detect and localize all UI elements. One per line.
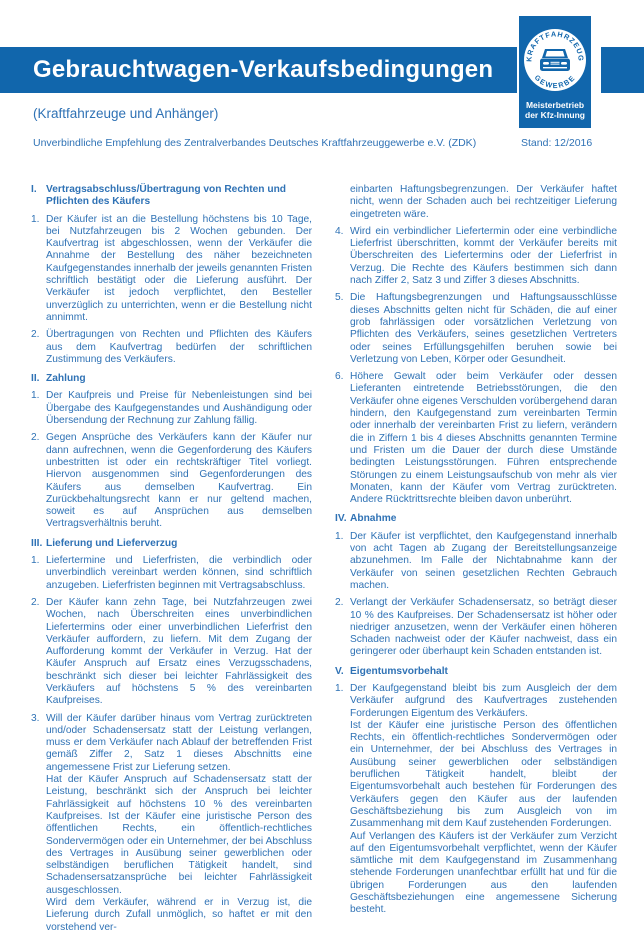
title-banner	[0, 47, 517, 93]
section-heading	[335, 666, 617, 678]
numbered-item	[335, 371, 617, 506]
paragraph-text: Die Haftungsbegrenzungen und Haftungsausschlüsse dieses Abschnitts gelten nicht für Schäden, die auf einer grob fahrlässigen oder vorsätzlichen Verletzung von Pflichten des Verkäufers, seines gesetzlichen Vertreters oder seines Erfüllungsgehilfen beruhen sowie bei Verletzung von Leben, Körper oder Gesundheit.	[350, 292, 617, 365]
section-heading	[31, 373, 312, 385]
item-number: I.	[31, 184, 37, 195]
page-title: Gebrauchtwagen-Verkaufsbedingungen	[33, 56, 494, 83]
paragraph-text: Lieferung und Lieferverzug	[46, 537, 178, 549]
item-number: 6.	[335, 371, 344, 383]
right-column	[335, 184, 617, 939]
paragraph-text: Der Kaufpreis und Preise für Nebenleistungen sind bei Übergabe des Kaufgegenstandes und Aushändigung oder Übersendung der Rechnung zur Zahlung fällig.	[46, 390, 312, 427]
section-heading	[31, 538, 312, 550]
paragraph-text: Will der Käufer darüber hinaus vom Vertrag zurücktreten und/oder Schadensersatz statt der Leistung verlangen, muss er dem Verkäufer nach Ablauf der betreffenden Frist gemäß Ziffer 2, Satz 1 dieses Abschnitts eine angemessene Frist zur Lieferung setzen.	[46, 712, 312, 773]
paragraph-text: Zahlung	[46, 373, 86, 385]
paragraph-text: Wird dem Verkäufer, während er in Verzug ist, die Lieferung durch Zufall unmöglich, so haftet er mit den vorstehend ver-	[46, 897, 312, 933]
paragraph-text: Auf Verlangen des Käufers ist der Verkäufer zum Verzicht auf den Eigentumsvorbehalt verpflichtet, wenn der Käufer sämtliche mit dem Kaufgegenstand im Zusammenhang stehende Forderungen unanfechtbar erfüllt hat und für die übrigen Forderungen aus den laufenden Geschäftsbeziehungen eine angemessene Sicherung besteht.	[350, 830, 617, 916]
numbered-item	[31, 597, 312, 708]
numbered-item	[335, 292, 617, 366]
info-row	[33, 137, 613, 149]
recommendation-line: Unverbindliche Empfehlung des Zentralverbandes Deutsches Kraftfahrzeuggewerbe e.V. (ZDK)	[33, 137, 477, 149]
item-number: 1.	[335, 682, 344, 694]
paragraph-text: Hat der Käufer Anspruch auf Schadensersatz statt der Leistung, beschränkt sich der Anspruch bei leichter Fahrlässigkeit auf höchstens 10 % des vereinbarten Kaufpreises. Ist der Käufer eine juristische Person des öffentlichen Rechts, ein öffentlich-rechtliches Sondervermögen oder ein Unternehmer, der bei Abschluss des Vertrages in Ausübung seiner gewerblichen oder selbständigen beruflichen Tätigkeit handelt, sind Schadensersatzansprüche bei leichter Fahrlässigkeit ausgeschlossen.	[46, 774, 312, 896]
document-subtitle: (Kraftfahrzeuge und Anhänger)	[33, 106, 219, 121]
paragraph-text: Ist der Käufer eine juristische Person des öffentlichen Rechts, ein öffentlich-rechtliches Sondervermögen oder ein Unternehmer, der bei Abschluss des Vertrages in Ausübung seiner gewerblichen oder selbständigen beruflichen Tätigkeit handelt, bleibt der Eigentumsvorbehalt auch bestehen für Forderungen des Verkäufers gegen den Käufer aus der laufenden Geschäftsbeziehung bis zum Ausgleich von im Zusammenhang mit dem Kauf zustehenden Forderungen.	[350, 719, 617, 830]
paragraph-text: Abnahme	[350, 513, 397, 525]
numbered-item	[335, 226, 617, 287]
paragraph-text: Höhere Gewalt oder beim Verkäufer oder dessen Lieferanten eintretende Betriebsstörungen, die den Verkäufer ohne eigenes Verschulden vorübergehend daran hindern, den Kaufgegenstand zum vereinbarten Termin oder innerhalb der vereinbarten Frist zu liefern, verändern die in Ziffern 1 bis 4 dieses Abschnitts genannten Termine und Fristen um die Dauer der durch diese Umstände bedingten Leistungsstörungen. Führen entsprechende Störungen zu einem Leistungsaufschub von mehr als vier Monaten, kann der Käufer vom Vertrag zurücktreten. Andere Rücktrittsrechte bleiben davon unberührt.	[350, 371, 617, 506]
left-column	[31, 184, 312, 939]
item-number: 5.	[335, 292, 344, 304]
kfz-gewerbe-seal	[519, 16, 591, 128]
seal-caption-line1: Meisterbetrieb	[525, 100, 585, 110]
item-number: V.	[335, 665, 344, 677]
paragraph-text: Übertragungen von Rechten und Pflichten des Käufers aus dem Kaufvertrag bedürfen der schriftlichen Zustimmung des Verkäufers.	[46, 329, 312, 365]
paragraph-text: Liefertermine und Lieferfristen, die verbindlich oder unverbindlich vereinbart werden können, sind schriftlich anzugeben. Lieferfristen beginnen mit Vertragsabschluss.	[46, 555, 312, 591]
seal-arc-bottom-text: GEWERBE	[532, 72, 578, 91]
banner-right-stub	[601, 47, 644, 93]
item-number: 1.	[335, 530, 344, 542]
paragraph-text: Der Kaufgegenstand bleibt bis zum Ausgleich der dem Verkäufer aufgrund des Kaufvertrages zustehenden Forderungen Eigentum des Verkäufers.	[350, 682, 617, 719]
seal-graphic	[519, 16, 591, 100]
seal-arc-top-text: KRAFTFAHRZEUG	[524, 29, 586, 63]
paragraph-text: Eigentumsvorbehalt	[350, 665, 448, 677]
numbered-item	[31, 555, 312, 592]
paragraph-text: Gegen Ansprüche des Verkäufers kann der Käufer nur dann aufrechnen, wenn die Gegenforderung des Käufers unbestritten ist oder ein rechtskräftiger Titel vorliegt. Hiervon ausgenommen sind Gegenforderungen des Käufers aus demselben Kaufvertrag. Ein Zurückbehaltungsrecht kann er nur geltend machen, soweit es auf Ansprüchen aus demselben Vertragsverhältnis beruht.	[46, 432, 312, 530]
item-number: 2.	[31, 329, 40, 341]
item-number: 3.	[31, 712, 40, 724]
numbered-item	[335, 683, 617, 917]
numbered-item	[31, 390, 312, 427]
section-heading	[335, 513, 617, 525]
item-number: 2.	[31, 596, 40, 608]
paragraph-text: Vertragsabschluss/Übertragung von Rechten und Pflichten des Käufers	[46, 184, 287, 208]
item-number: 1.	[31, 213, 40, 225]
numbered-item	[335, 597, 617, 658]
content-columns	[31, 184, 617, 939]
paragraph-continuation	[335, 184, 617, 221]
item-number: IV.	[335, 513, 347, 525]
paragraph-text: Wird ein verbindlicher Liefertermin oder eine verbindliche Lieferfrist überschritten, kommt der Verkäufer bereits mit Überschreiten des Liefertermins oder der Lieferfrist in Verzug. Die Rechte des Käufers bestimmen sich dann nach Ziffer 2, Satz 3 und Ziffer 3 dieses Abschnitts.	[350, 225, 617, 287]
item-number: II.	[31, 373, 40, 385]
item-number: 2.	[335, 597, 344, 609]
paragraph-text: Der Käufer ist an die Bestellung höchstens bis 10 Tage, bei Nutzfahrzeugen bis 2 Wochen gebunden. Der Kaufvertrag ist abgeschlossen, wenn der Verkäufer die Annahme der Bestellung des näher bezeichneten Kaufgegenstandes innerhalb der jeweils genannten Fristen schriftlich bestätigt oder die Lieferung ausführt. Der Verkäufer ist jedoch verpflichtet, den Besteller unverzüglich zu unterrichten, wenn er die Bestellung nicht annimmt.	[46, 213, 312, 323]
numbered-item	[335, 531, 617, 592]
seal-caption-line2: der Kfz-Innung	[525, 110, 585, 120]
numbered-item	[31, 214, 312, 325]
item-number: III.	[31, 537, 43, 549]
item-number: 1.	[31, 390, 40, 402]
seal-caption	[519, 100, 591, 120]
numbered-item	[31, 329, 312, 366]
section-heading	[31, 184, 312, 209]
car-icon	[540, 49, 570, 71]
item-number: 1.	[31, 555, 40, 567]
paragraph-text: Verlangt der Verkäufer Schadensersatz, so beträgt dieser 10 % des Kaufpreises. Der Schadensersatz ist höher oder niedriger anzusetzen, wenn der Verkäufer einen höheren Schaden nachweist oder der Käufer nachweist, dass ein geringerer oder überhaupt kein Schaden entstanden ist.	[350, 597, 617, 658]
numbered-item	[31, 432, 312, 530]
stand-date: Stand: 12/2016	[521, 137, 593, 149]
item-number: 2.	[31, 432, 40, 444]
item-number: 4.	[335, 225, 344, 237]
paragraph-text: Der Käufer ist verpflichtet, den Kaufgegenstand innerhalb von acht Tagen ab Zugang der Bereitstellungsanzeige abzunehmen. Im Falle der Nichtabnahme kann der Verkäufer von seinen gesetzlichen Rechten Gebrauch machen.	[350, 530, 617, 591]
paragraph-text: Der Käufer kann zehn Tage, bei Nutzfahrzeugen zwei Wochen, nach Überschreiten eines unverbindlichen Liefertermins oder einer unverbindlichen Lieferfrist den Verkäufer auffordern, zu liefern. Mit dem Zugang der Aufforderung kommt der Verkäufer in Verzug. Hat der Käufer Anspruch auf Ersatz eines Verzugsschadens, beschränkt sich dieser bei leichter Fahrlässigkeit des Verkäufers auf höchstens 5 % des vereinbarten Kaufpreises.	[46, 596, 312, 707]
numbered-item	[31, 713, 312, 934]
paragraph-text: einbarten Haftungsbegrenzungen. Der Verkäufer haftet nicht, wenn der Schaden auch bei rechtzeitiger Lieferung eingetreten wäre.	[350, 184, 617, 220]
